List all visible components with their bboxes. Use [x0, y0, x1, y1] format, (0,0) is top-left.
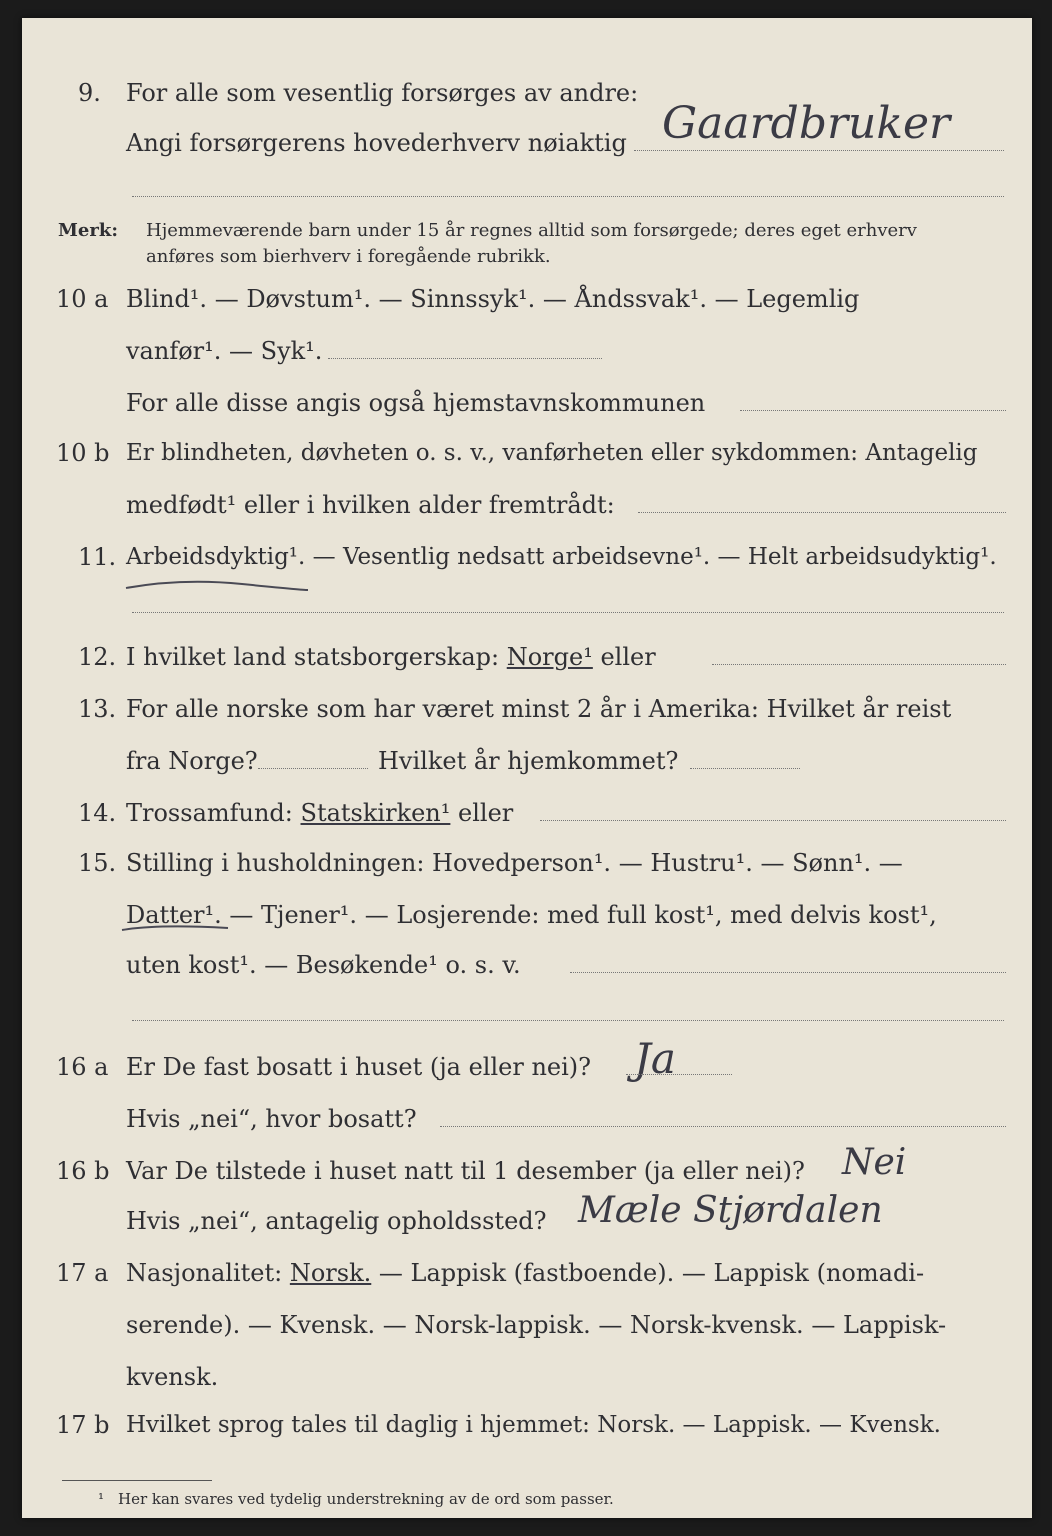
q17a-line1: Nasjonalitet: Norsk. — Lappisk (fastboende). — Lappisk (nomadi-: [126, 1259, 925, 1287]
q9-extra-line: [132, 196, 1004, 197]
q12-norge: Norge¹: [506, 643, 593, 671]
q17a-line2: serende). — Kvensk. — Norsk-lappisk. — Norsk-kvensk. — Lappisk-: [126, 1311, 947, 1339]
merk-line1: Hjemmeværende barn under 15 år regnes alltid som forsørgede; deres eget erhverv: [146, 220, 917, 241]
q13-year-home-fill: [690, 768, 800, 769]
q17a-number: 17 a: [56, 1259, 109, 1287]
footnote-text: Her kan svares ved tydelig understrekning av de ord som passer.: [118, 1490, 614, 1508]
q17b-line1: Hvilket sprog tales til daglig i hjemmet: Norsk. — Lappisk. — Kvensk.: [126, 1412, 941, 1438]
q16a-line2-fill: [440, 1126, 1006, 1127]
q11-line: Arbeidsdyktig¹. — Vesentlig nedsatt arbeidsevne¹. — Helt arbeidsudyktig¹.: [126, 544, 997, 570]
q15-number: 15.: [78, 849, 117, 877]
q16a-line2: Hvis „nei“, hvor bosatt?: [126, 1105, 417, 1133]
q9-answer-line: [634, 150, 1004, 151]
q16b-handwritten-answer1: Nei: [842, 1142, 907, 1183]
q10a-line1: Blind¹. — Døvstum¹. — Sinnssyk¹. — Åndssvak¹. — Legemlig: [126, 285, 860, 313]
q16b-number: 16 b: [56, 1157, 110, 1185]
merk-line2: anføres som bierhverv i foregående rubrikk.: [146, 246, 551, 267]
q13-line2b: Hvilket år hjemkommet?: [378, 747, 679, 775]
q11-arbeidsdyktig: Arbeidsdyktig¹.: [126, 544, 306, 570]
footnote-rule: [62, 1480, 212, 1481]
q14-line: Trossamfund: Statskirken¹ eller: [126, 799, 514, 827]
q17a-norsk: Norsk.: [289, 1259, 372, 1287]
q16b-line2: Hvis „nei“, antagelig opholdssted?: [126, 1207, 547, 1235]
q14-number: 14.: [78, 799, 117, 827]
q15-fill: [570, 972, 1006, 973]
footnote-mark: ¹: [98, 1490, 105, 1508]
q11-underline-mark: [122, 566, 312, 596]
q14-fill: [540, 820, 1006, 821]
q10b-line2-fill: [638, 512, 1006, 513]
q11-extra-line: [132, 612, 1004, 613]
q9-number: 9.: [78, 79, 101, 107]
q12-number: 12.: [78, 643, 117, 671]
q10b-number: 10 b: [56, 439, 110, 467]
q15-line1: Stilling i husholdningen: Hovedperson¹. — Hustru¹. — Sønn¹. —: [126, 849, 903, 877]
q11-number: 11.: [78, 543, 117, 571]
q10a-line2: vanfør¹. — Syk¹.: [126, 337, 323, 365]
q13-line2a: fra Norge?: [126, 747, 258, 775]
q10a-line3-fill: [740, 410, 1006, 411]
q9-handwritten-answer: Gaardbruker: [662, 98, 951, 149]
census-form-page: [22, 18, 1032, 1518]
q16b-handwritten-answer2: Mæle Stjørdalen: [578, 1190, 883, 1231]
q10b-line2: medfødt¹ eller i hvilken alder fremtrådt:: [126, 491, 615, 519]
q13-line1: For alle norske som har været minst 2 år i Amerika: Hvilket år reist: [126, 695, 952, 723]
q17b-number: 17 b: [56, 1411, 110, 1439]
q17a-line3: kvensk.: [126, 1363, 219, 1391]
q16a-line1: Er De fast bosatt i huset (ja eller nei)?: [126, 1053, 592, 1081]
q10a-number: 10 a: [56, 285, 109, 313]
q12-fill: [712, 664, 1006, 665]
q16a-number: 16 a: [56, 1053, 109, 1081]
q12-line: I hvilket land statsborgerskap: Norge¹ eller: [126, 643, 656, 671]
q10a-line3: For alle disse angis også hjemstavnskommunen: [126, 389, 706, 417]
q15-underline-mark: [118, 918, 238, 938]
q15-datter: Datter¹.: [126, 901, 222, 929]
q15-extra-line: [132, 1020, 1004, 1021]
q10a-line2-fill: [328, 358, 602, 359]
merk-label: Merk:: [58, 220, 118, 241]
q15-line3: uten kost¹. — Besøkende¹ o. s. v.: [126, 951, 521, 979]
q13-number: 13.: [78, 695, 117, 723]
q15-line2: Datter¹. — Tjener¹. — Losjerende: med full kost¹, med delvis kost¹,: [126, 901, 937, 929]
q9-line1: For alle som vesentlig forsørges av andre:: [126, 79, 639, 107]
q16a-handwritten-answer: Ja: [634, 1034, 676, 1083]
q16b-line1: Var De tilstede i huset natt til 1 desember (ja eller nei)?: [126, 1157, 805, 1185]
q13-year-left-fill: [258, 768, 368, 769]
q16a-line1-fill: [626, 1074, 732, 1075]
q9-line2: Angi forsørgerens hovederhverv nøiaktig: [126, 129, 627, 157]
q14-statskirken: Statskirken¹: [300, 799, 451, 827]
q10b-line1: Er blindheten, døvheten o. s. v., vanførheten eller sykdommen: Antagelig: [126, 440, 978, 466]
